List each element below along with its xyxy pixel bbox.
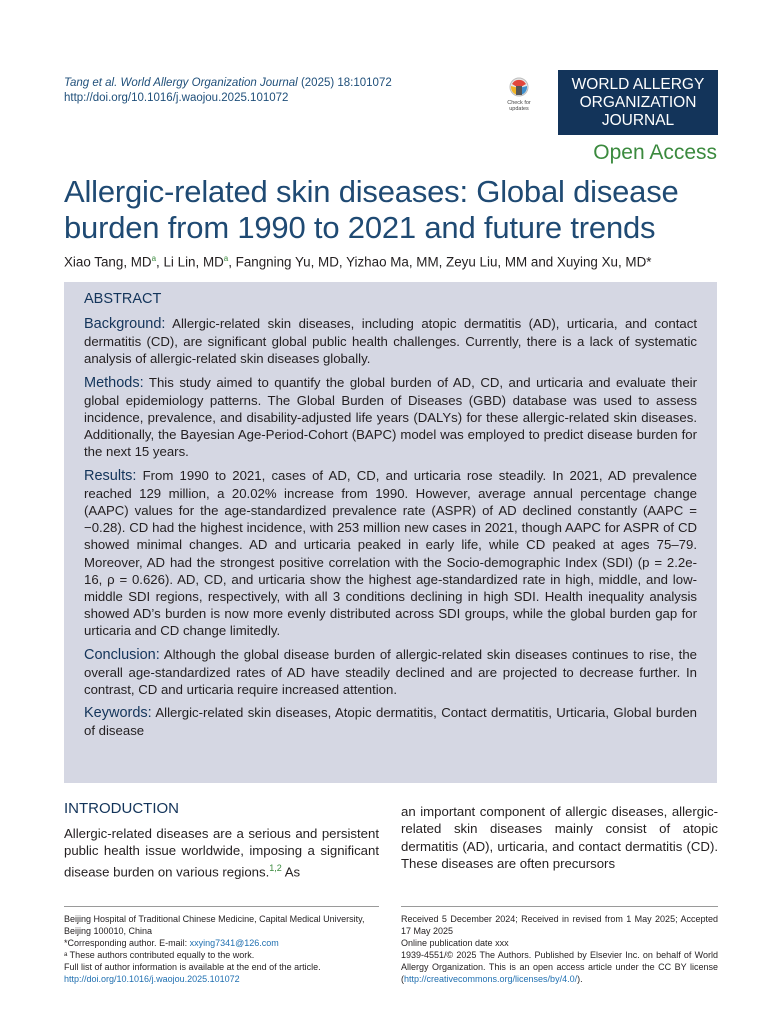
section-text: Allergic-related skin diseases, Atopic dermatitis, Contact dermatitis, Urticaria, Global burden of disease [84,705,697,739]
footnote-divider [64,906,379,907]
crossmark-label: Check for updates [507,100,531,112]
citation-line [64,76,392,91]
corresponding-prefix: *Corresponding author. E-mail: [64,938,190,948]
author-name: Xiao Tang, MD [64,254,152,270]
author-info-note: Full list of author information is available at the end of the article. [64,962,321,972]
footnotes-left [64,913,384,985]
corresponding-note [64,937,384,949]
section-label: Keywords: [84,705,152,722]
paragraph-text: As [281,864,301,880]
open-access-label: Open Access [593,141,717,164]
abstract-methods [84,374,697,461]
section-text: Although the global disease burden of allergic-related skin diseases continues to rise, the overall age-standardized rates of AD have steadily declined and are projected to decrease further. In contrast, CD and urticaria require increased attention. [84,646,697,698]
abstract-conclusion [84,646,697,699]
section-label: Background: [84,316,166,332]
section-text: From 1990 to 2021, cases of AD, CD, and urticaria rose steadily. In 2021, AD prevalence reached 129 million, a 20.02% increase from 1990. However, average annual percentage change (AAPC) values for the age-standardized prevalence rate (ASPR) of AD declined constantly (AAPC = −0.28). CD had the highest incidence, with 253 million new cases in 2021, though AAPC for ASPR of CD showed minimal changes. AD and urticaria peaked in early life, while CD peaked at ages 75–79. Moreover, AD had the strongest positive correlation with the Socio-demographic Index (SDI) (p = 2.2e-16, ρ = 0.626). AD, CD, and urticaria show the highest age-standardized rate in high, middle, and low-middle SDI regions, respectively, with all 3 conditions declining in high SDI. Health inequality analysis showed AD’s burden is now more evenly distributed across SDI groups, while the global burden gap for urticaria and CD change limitedly. [84,467,697,639]
author-name: , Li Lin, MD [156,254,224,270]
footer-doi-link[interactable]: http://doi.org/10.1016/j.waojou.2025.101072 [64,974,240,984]
journal-logo [558,70,718,135]
license-text: ). [577,974,583,984]
section-label: Conclusion: [84,646,160,663]
license-note [401,949,718,985]
author-name: , Fangning Yu, MD, Yizhao Ma, MM, Zeyu Liu, MM and Xuying Xu, MD* [228,254,652,270]
online-date: Online publication date xxx [401,938,509,948]
article-title: Allergic-related skin diseases: Global disease burden from 1990 to 2021 and future trends [64,174,679,245]
abstract-results [84,467,697,640]
journal-logo-line: WORLD ALLERGY [571,75,705,93]
reference-link[interactable]: 1,2 [269,862,282,873]
footnote-divider [401,906,718,907]
license-text: 1939-4551/© 2025 The Authors. Published by Elsevier Inc. on behalf of World Allergy Organization. This is an open access article under the CC BY license ( [401,950,718,984]
paragraph-text: Allergic-related diseases are a serious and persistent public health issue worldwide, imposing a significant disease burden on various regions. [64,826,379,880]
received-dates: Received 5 December 2024; Received in revised from 1 May 2025; Accepted 17 May 2025 [401,914,718,936]
author-affiliation-marker: a [151,254,157,263]
journal-logo-line: JOURNAL [601,111,675,129]
author-list [64,254,651,269]
journal-logo-line: ORGANIZATION [579,93,697,111]
abstract-background [84,315,697,368]
header-doi-link[interactable]: http://doi.org/10.1016/j.waojou.2025.101072 [64,92,289,104]
citation-volume: (2025) 18:101072 [297,77,392,89]
abstract-keywords [84,704,697,739]
citation-block [64,76,392,106]
email-link[interactable]: xxying7341@126.com [189,938,279,948]
intro-right-column [401,803,718,873]
license-link[interactable]: http://creativecommons.org/licenses/by/4.0/ [404,974,578,984]
section-label: Methods: [84,374,144,391]
affiliation-note: Beijing Hospital of Traditional Chinese Medicine, Capital Medical University, Beijing 100010, China [64,914,365,936]
abstract-heading: ABSTRACT [84,291,162,307]
equal-contribution-note: ᵃ These authors contributed equally to the work. [64,950,255,960]
intro-paragraph-continued: an important component of allergic diseases, allergic-related skin diseases mainly consist of atopic dermatitis (AD), urticaria, and contact dermatitis (CD). These diseases are often precursors [401,804,718,872]
section-text: This study aimed to quantify the global burden of AD, CD, and urticaria and evaluate their global epidemiology patterns. The Global Burden of Diseases (GBD) database was used to assess incidence, prevalence, and disability-adjusted life years (DALYs) for these allergic-related skin diseases. Additionally, the Bayesian Age-Period-Cohort (BAPC) model was employed to predict disease burden for the next 15 years. [84,374,697,460]
intro-paragraph [64,825,379,881]
section-label: Results: [84,467,137,484]
intro-left-column [64,800,379,881]
footnotes-right [401,913,718,985]
introduction-heading: INTRODUCTION [64,800,179,817]
author-affiliation-marker: a [223,254,229,263]
abstract-panel [64,282,717,783]
citation-journal: Tang et al. World Allergy Organization Journal [64,77,298,89]
section-text: Allergic-related skin diseases, including atopic dermatitis (AD), urticaria, and contact dermatitis (CD), are significant global public health challenges. Currently, there is a lack of systematic analysis of allergic-related skin diseases globally. [84,316,697,367]
